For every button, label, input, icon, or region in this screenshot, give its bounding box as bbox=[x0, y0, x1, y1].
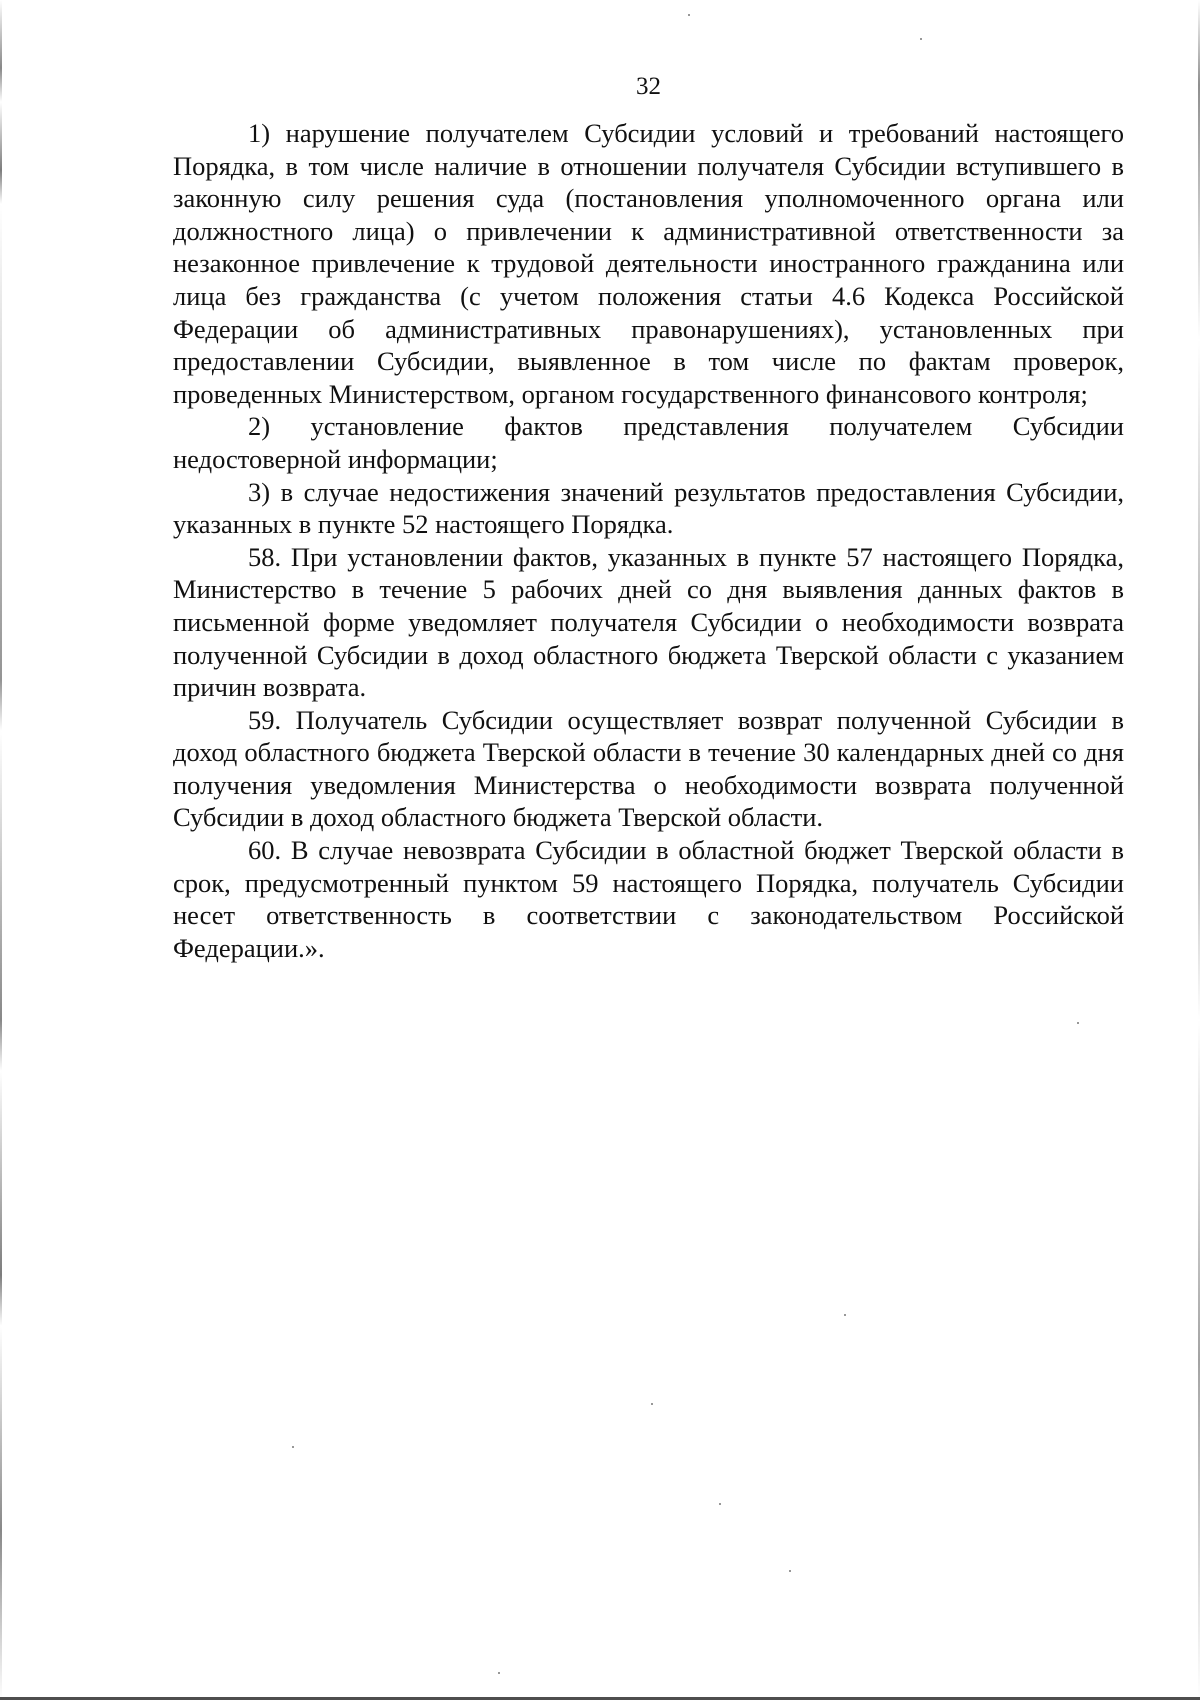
page-number: 32 bbox=[636, 73, 661, 100]
scan-speck bbox=[688, 14, 690, 16]
paragraph-58: 58. При установлении фактов, указанных в пункте 57 настоящего Порядка, Министерство в течение 5 рабочих дней со дня выявления данных фактов в письменной форме уведомляет получателя Субсидии о необходимости возврата полученной Субсидии в доход областного бюджета Тверской области с указанием причин возврата. bbox=[173, 541, 1124, 703]
paragraph-59: 59. Получатель Субсидии осуществляет возврат полученной Субсидии в доход областного бюджета Тверской области в течение 30 календарных дней со дня получения уведомления Министерства о необходимости возврата полученной Субсидии в доход областного бюджета Тверской области. bbox=[173, 704, 1124, 833]
scan-speck bbox=[651, 1403, 653, 1405]
document-body bbox=[173, 117, 1124, 964]
scan-speck bbox=[1077, 1022, 1079, 1024]
paragraph-1-violation: 1) нарушение получателем Субсидии условий и требований настоящего Порядка, в том числе наличие в отношении получателя Субсидии вступившего в законную силу решения суда (постановления уполномоченного органа или должностного лица) о привлечении к административной ответственности за незаконное привлечение к трудовой деятельности иностранного гражданина или лица без гражданства (с учетом положения статьи 4.6 Кодекса Российской Федерации об административных правонарушениях), установленных при предоставлении Субсидии, выявленное в том числе по фактам проверок, проведенных Министерством, органом государственного финансового контроля; bbox=[173, 118, 1124, 409]
paragraph-3-results-not-achieved: 3) в случае недостижения значений результатов предоставления Субсидии, указанных в пункте 52 настоящего Порядка. bbox=[173, 476, 1124, 540]
scan-speck bbox=[789, 1570, 791, 1572]
scan-speck bbox=[844, 1314, 846, 1316]
scan-speck bbox=[292, 1446, 294, 1448]
scan-speck bbox=[498, 1672, 500, 1674]
scan-speck bbox=[719, 1503, 721, 1505]
paragraph-60: 60. В случае невозврата Субсидии в областной бюджет Тверской области в срок, предусмотренный пунктом 59 настоящего Порядка, получатель Субсидии несет ответственность в соответствии с законодательством Российской Федерации.». bbox=[173, 835, 1124, 963]
scan-speck bbox=[920, 38, 922, 40]
scan-edge-left bbox=[0, 0, 2, 1700]
paragraph-2-false-info: 2) установление фактов представления получателем Субсидии недостоверной информации; bbox=[173, 411, 1124, 474]
